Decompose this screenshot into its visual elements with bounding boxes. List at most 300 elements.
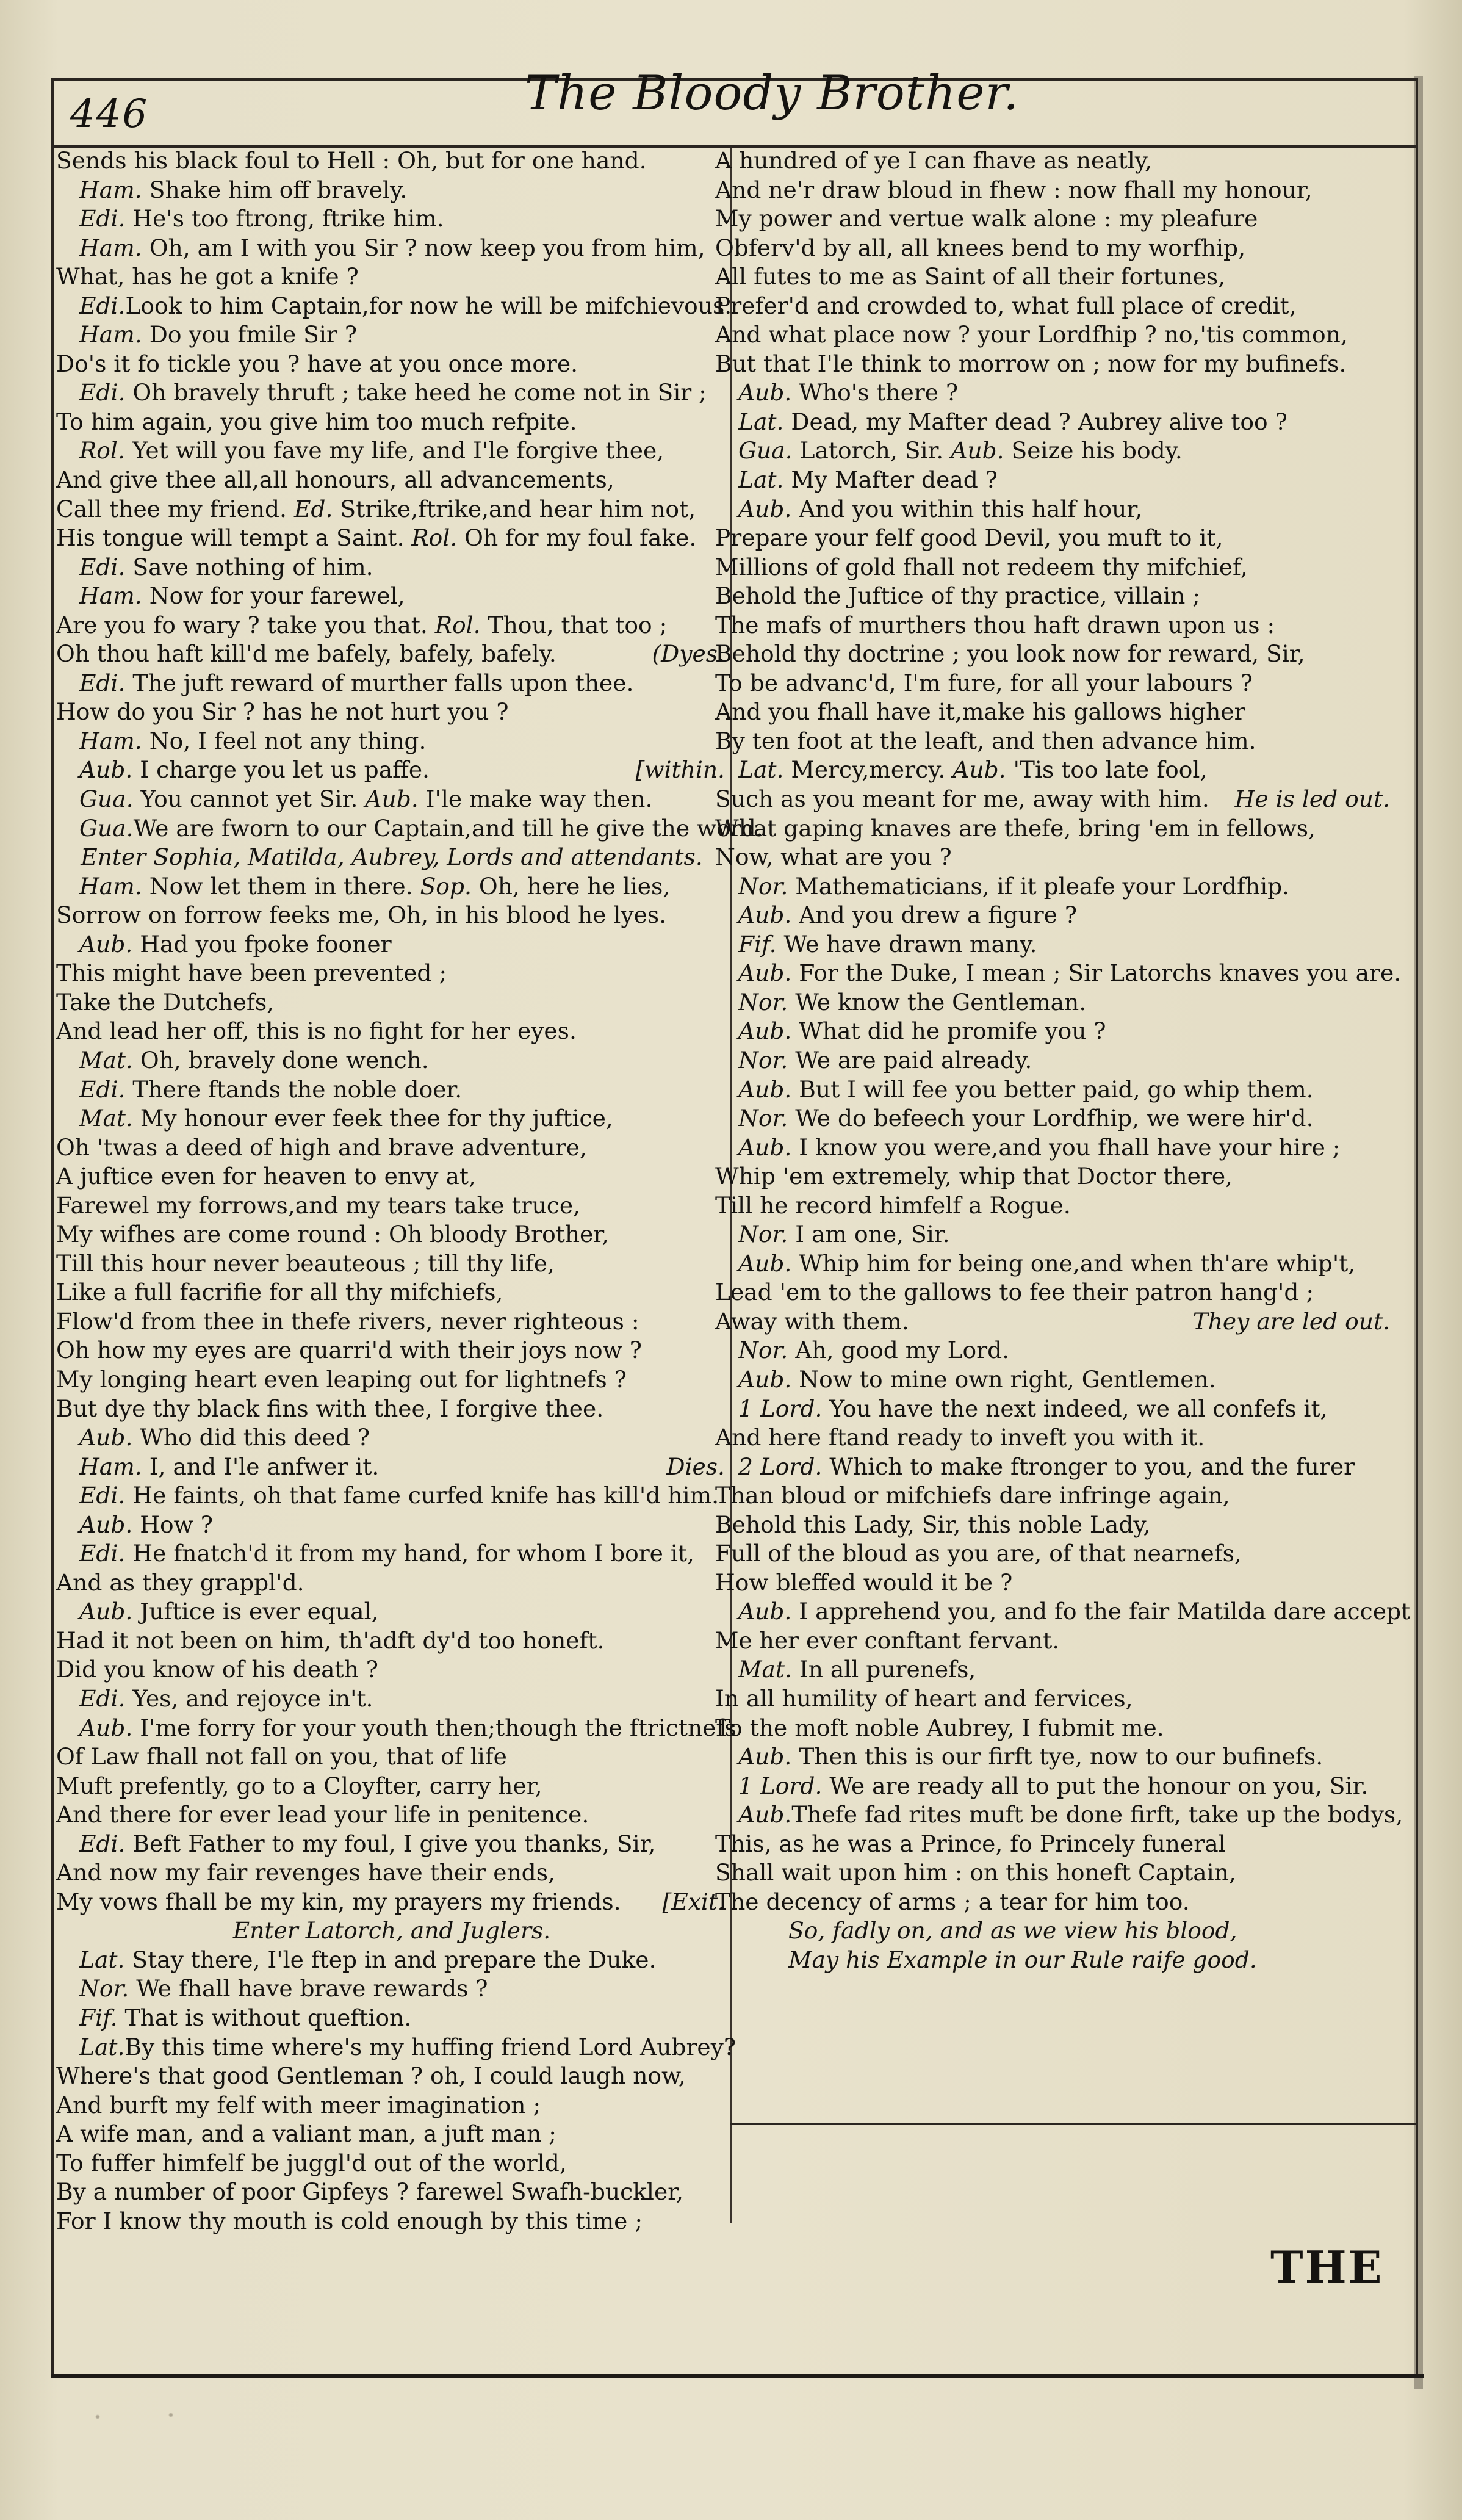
verse-line: [715, 843, 1392, 872]
verse-line: [56, 292, 732, 321]
stage-note: (Dyes.: [652, 640, 725, 668]
dialogue-text: But that I'le think to morrow on ; now for my bufinefs.: [715, 350, 1347, 377]
stage-direction-text: Enter Sophia, Matilda, Aubrey, Lords and attendants.: [81, 843, 703, 871]
verse-line: [56, 1162, 727, 1191]
speaker-prefix: Lat.: [738, 466, 784, 494]
verse-line: [56, 2149, 727, 2178]
dialogue-text: By a number of poor Gipfeys ? farewel Swafh-buckler,: [56, 2178, 683, 2206]
speaker-prefix: Aub.: [738, 1249, 792, 1277]
page-number: 446: [70, 92, 149, 137]
speaker-prefix: Nor.: [738, 1221, 788, 1248]
dialogue-text: Thou, that too ;: [480, 611, 668, 638]
speaker-prefix: Ham.: [79, 1453, 142, 1480]
dialogue-text: Stay there, I'le ftep in and prepare the Duke.: [124, 1946, 657, 1973]
dialogue-text: Did you know of his death ?: [56, 1656, 378, 1683]
dialogue-text: Look to him Captain,for now he will be mifchievous.: [125, 292, 732, 319]
speaker-prefix: 2 Lord.: [738, 1453, 823, 1480]
dialogue-text: For I know thy mouth is cold enough by this time ;: [56, 2207, 643, 2234]
dialogue-text: Oh bravely thruft ; take heed he come not in Sir ;: [125, 379, 707, 406]
speaker-prefix: Ham.: [79, 234, 142, 261]
speaker-prefix: Aub.: [79, 1598, 133, 1625]
dialogue-text: He's too ftrong, ftrike him.: [125, 205, 444, 233]
verse-line: [56, 1626, 727, 1656]
dialogue-text: To be advanc'd, I'm fure, for all your labours ?: [715, 669, 1253, 696]
verse-line: [56, 1772, 727, 1801]
dialogue-text: Behold thy doctrine ; you look now for reward, Sir,: [715, 640, 1305, 668]
dialogue-text: To fuffer himfelf be juggl'd out of the world,: [56, 2149, 567, 2176]
dialogue-text: My Mafter dead ?: [783, 466, 998, 494]
speaker-prefix: Fif.: [79, 2004, 118, 2031]
dialogue-text: Oh, here he lies,: [471, 872, 671, 900]
dialogue-text: In all humility of heart and fervices,: [715, 1684, 1133, 1712]
verse-line: [56, 814, 763, 843]
verse-line: [56, 378, 727, 408]
dialogue-text: And you fhall have it,make his gallows higher: [715, 698, 1245, 726]
verse-line: [715, 466, 1392, 495]
verse-line: [715, 1133, 1392, 1163]
dialogue-text: What gaping knaves are thefe, bring 'em in fellows,: [715, 814, 1316, 842]
verse-line: [715, 408, 1392, 437]
dialogue-text: You cannot yet Sir.: [133, 785, 366, 813]
speaker-prefix: Edi.: [79, 1830, 126, 1857]
verse-line: [56, 1423, 727, 1453]
dialogue-text: Whip 'em extremely, whip that Doctor there,: [715, 1163, 1233, 1190]
verse-line: [715, 582, 1392, 611]
speaker-prefix: Ham.: [79, 176, 142, 203]
dialogue-text: Do's it fo tickle you ? have at you once more.: [56, 350, 578, 377]
verse-line: [715, 1075, 1392, 1105]
dialogue-text: And you within this half hour,: [791, 495, 1143, 522]
verse-line: [715, 1278, 1392, 1307]
verse-line: [715, 1046, 1392, 1075]
dialogue-text: Such as you meant for me, away with him.: [715, 785, 1209, 813]
verse-line: [715, 1336, 1392, 1365]
verse-line: [56, 204, 727, 234]
dialogue-text: 'Tis too late fool,: [1006, 756, 1208, 784]
speaker-prefix: 1 Lord.: [738, 1772, 823, 1799]
dialogue-text: I know you were,and you fhall have your hire ;: [791, 1133, 1341, 1161]
dialogue-text: I'le make way then.: [418, 785, 653, 813]
dialogue-text: Then this is our firft tye, now to our bufinefs.: [791, 1743, 1323, 1771]
verse-line: [715, 1772, 1392, 1801]
verse-line: [56, 1365, 727, 1395]
dialogue-text: Do you fmile Sir ?: [142, 321, 357, 348]
speaker-prefix: Aub.: [738, 1801, 792, 1829]
dialogue-text: And give thee all,all honours, all advancements,: [56, 466, 614, 494]
verse-line: [715, 988, 1392, 1017]
dialogue-text: By ten foot at the leaft, and then advance him.: [715, 727, 1256, 754]
verse-line: [715, 669, 1392, 698]
dialogue-text: What did he promife you ?: [791, 1017, 1106, 1045]
dialogue-text: Now, what are you ?: [715, 843, 952, 871]
verse-line: [56, 320, 727, 350]
verse-line: [56, 1597, 727, 1626]
dialogue-text: Muft prefently, go to a Cloyfter, carry her,: [56, 1772, 542, 1799]
speaker-prefix: Aub.: [738, 1075, 792, 1103]
dialogue-text: Of Law fhall not fall on you, that of life: [56, 1743, 507, 1771]
verse-line: [715, 872, 1392, 901]
verse-line: [56, 350, 727, 379]
catchword: THE: [1270, 2241, 1384, 2293]
verse-line: [56, 408, 727, 437]
verse-line: [715, 1714, 1392, 1743]
verse-line: [715, 959, 1402, 988]
dialogue-text: Ah, good my Lord.: [788, 1337, 1010, 1364]
dialogue-text: What, has he got a knife ?: [56, 263, 359, 291]
dialogue-text: And burft my felf with meer imagination ;: [56, 2091, 541, 2118]
speaker-prefix: Rol.: [434, 611, 481, 638]
dialogue-text: I apprehend you, and fo the fair Matilda dare accept: [791, 1598, 1411, 1625]
speaker-prefix: Aub.: [738, 1133, 792, 1161]
stage-note: They are led out.: [1192, 1307, 1390, 1335]
dialogue-text: Sends his black foul to Hell : Oh, but for one hand.: [56, 147, 647, 174]
dialogue-text: Seize his body.: [1004, 437, 1183, 464]
verse-line: [56, 436, 727, 466]
verse-line: [56, 901, 727, 930]
dialogue-text: Oh thou haft kill'd me bafely, bafely, bafely.: [56, 640, 556, 668]
verse-line: [715, 1946, 1392, 1975]
dialogue-text: In all purenefs,: [791, 1656, 976, 1683]
verse-line: [715, 1858, 1392, 1888]
dialogue-text: Strike,ftrike,and hear him not,: [333, 495, 696, 522]
dialogue-text: I am one, Sir.: [788, 1221, 950, 1248]
speaker-prefix: Aub.: [738, 1017, 792, 1045]
verse-line: [56, 1453, 727, 1482]
dialogue-text: My honour ever feek thee for thy juftice,: [132, 1105, 613, 1132]
verse-line: [56, 1800, 727, 1830]
dialogue-text: Whip him for being one,and when th'are whip't,: [791, 1249, 1356, 1277]
dialogue-text: Had you fpoke fooner: [132, 930, 392, 958]
dialogue-text: Who's there ?: [791, 379, 959, 406]
speaker-prefix: Aub.: [79, 1424, 133, 1451]
dialogue-text: The decency of arms ; a tear for him too.: [715, 1888, 1190, 1915]
speaker-prefix: Lat.: [79, 1946, 125, 1973]
speaker-prefix: Ham.: [79, 582, 142, 610]
stage-direction: [56, 1916, 727, 1946]
dialogue-text: But dye thy black fins with thee, I forgive thee.: [56, 1395, 604, 1422]
verse-line: [715, 1742, 1392, 1772]
verse-line: [715, 1423, 1392, 1453]
speaker-prefix: Edi.: [79, 1540, 126, 1567]
dialogue-text: And there for ever lead your life in penitence.: [56, 1801, 589, 1829]
verse-line: [715, 1888, 1392, 1917]
speaker-prefix: Aub.: [738, 959, 792, 987]
speaker-prefix: Aub.: [738, 379, 792, 406]
speaker-prefix: Nor.: [738, 1105, 788, 1132]
verse-line: [56, 872, 727, 901]
stage-note: He is led out.: [1234, 785, 1390, 813]
dialogue-text: There ftands the noble doer.: [125, 1075, 463, 1103]
dialogue-text: How do you Sir ? has he not hurt you ?: [56, 698, 509, 726]
dialogue-text: Prepare your felf good Devil, you muft to it,: [715, 524, 1223, 552]
dialogue-text: Juftice is ever equal,: [132, 1598, 379, 1625]
speaker-prefix: Edi.: [79, 553, 126, 580]
dialogue-text: Latorch, Sir.: [792, 437, 951, 464]
verse-line: [715, 1365, 1392, 1395]
speaker-prefix: Rol.: [79, 437, 125, 464]
dialogue-text: Save nothing of him.: [125, 553, 373, 580]
speaker-prefix: Lat.: [738, 756, 784, 784]
dialogue-text: Till he record himfelf a Rogue.: [715, 1191, 1071, 1219]
speaker-prefix: Ham.: [79, 321, 142, 348]
running-title: The Bloody Brother.: [525, 66, 1020, 121]
dialogue-text: All futes to me as Saint of all their fortunes,: [715, 263, 1226, 291]
speaker-prefix: Edi.: [79, 205, 126, 233]
dialogue-text: How ?: [132, 1511, 213, 1538]
dialogue-text: Shake him off bravely.: [142, 176, 408, 203]
border-shadow: [1414, 76, 1423, 2389]
stage-direction-text: Enter Latorch, and Juglers.: [232, 1917, 551, 1944]
ink-smudge: [61, 2408, 244, 2426]
verse-line: [56, 2062, 727, 2091]
verse-line: [715, 350, 1392, 379]
verse-line: [56, 1946, 727, 1975]
dialogue-text: We fhall have brave rewards ?: [129, 1975, 488, 2002]
speaker-prefix: Aub.: [79, 756, 133, 784]
speaker-prefix: Nor.: [79, 1975, 129, 2002]
verse-line: [715, 1104, 1392, 1133]
verse-line: [56, 1133, 727, 1163]
speaker-prefix: Aub.: [79, 930, 133, 958]
verse-line: [56, 1511, 727, 1540]
dialogue-text: Beft Father to my foul, I give you thanks, Sir,: [125, 1830, 656, 1857]
speaker-prefix: Edi.: [79, 292, 126, 319]
speaker-prefix: Ham.: [79, 872, 142, 900]
dialogue-text: Who did this deed ?: [132, 1424, 370, 1451]
verse-line: [715, 814, 1392, 843]
verse-line: [715, 930, 1392, 959]
dialogue-text: Oh how my eyes are quarri'd with their joys now ?: [56, 1337, 642, 1364]
dialogue-text: And lead her off, this is no fight for her eyes.: [56, 1017, 577, 1045]
dialogue-text: Behold the Juftice of thy practice, villain ;: [715, 582, 1200, 610]
dialogue-text: Are you fo wary ? take you that.: [56, 611, 435, 638]
verse-line: [56, 1307, 727, 1337]
dialogue-text: I, and I'le anfwer it.: [142, 1453, 380, 1480]
verse-line: [56, 1569, 727, 1598]
speaker-prefix: Edi.: [79, 1075, 126, 1103]
closing-couplet: So, fadly on, and as we view his blood,: [788, 1917, 1237, 1944]
end-rule: [730, 2123, 1418, 2125]
dialogue-text: And what place now ? your Lordfhip ? no,'tis common,: [715, 321, 1348, 348]
dialogue-text: Full of the bloud as you are, of that nearnefs,: [715, 1540, 1242, 1567]
verse-line: [56, 2178, 727, 2207]
verse-line: [56, 582, 727, 611]
verse-line: [56, 698, 727, 727]
speaker-prefix: Aub.: [738, 1743, 792, 1771]
verse-line: [56, 1714, 736, 1743]
right-column: [715, 146, 1411, 1974]
verse-line: [715, 1655, 1392, 1684]
dialogue-text: I charge you let us paffe.: [132, 756, 430, 784]
dialogue-text: How bleffed would it be ?: [715, 1569, 1013, 1596]
verse-line: [715, 1220, 1392, 1249]
verse-line: [715, 1569, 1392, 1598]
verse-line: [715, 1830, 1392, 1859]
dialogue-text: We have drawn many.: [776, 930, 1037, 958]
verse-line: [56, 1336, 727, 1365]
dialogue-text: For the Duke, I mean ; Sir Latorchs knaves you are.: [791, 959, 1402, 987]
verse-line: [56, 1655, 727, 1684]
speaker-prefix: Sop.: [420, 872, 472, 900]
dialogue-text: Flow'd from thee in thefe rivers, never righteous :: [56, 1307, 639, 1335]
verse-line: [56, 2091, 727, 2120]
verse-line: [715, 495, 1392, 524]
verse-line: [56, 988, 727, 1017]
dialogue-text: That is without queftion.: [117, 2004, 412, 2031]
verse-line: [56, 2120, 727, 2149]
speaker-prefix: Aub.: [738, 901, 792, 929]
dialogue-text: My vows fhall be my kin, my prayers my friends.: [56, 1888, 621, 1915]
dialogue-text: Shall wait upon him : on this honeft Captain,: [715, 1859, 1236, 1886]
bottom-rule: [51, 2374, 1424, 2378]
speaker-prefix: Aub.: [79, 1511, 133, 1538]
dialogue-text: And as they grappl'd.: [56, 1569, 304, 1596]
verse-line: [56, 1075, 727, 1105]
dialogue-text: We do befeech your Lordfhip, we were hir'd.: [788, 1105, 1314, 1132]
verse-line: [56, 1742, 727, 1772]
verse-line: [715, 1684, 1392, 1714]
speaker-prefix: Nor.: [738, 1046, 788, 1074]
dialogue-text: We know the Gentleman.: [788, 988, 1087, 1016]
verse-line: [56, 146, 727, 176]
dialogue-text: Away with them.: [715, 1307, 909, 1335]
dialogue-text: Now to mine own right, Gentlemen.: [791, 1365, 1216, 1393]
speaker-prefix: Aub.: [365, 785, 419, 813]
speaker-prefix: Gua.: [79, 814, 134, 842]
dialogue-text: Lead 'em to the gallows to fee their patron hang'd ;: [715, 1279, 1314, 1306]
speaker-prefix: Aub.: [738, 1365, 792, 1393]
stage-note: [Exit.: [662, 1888, 725, 1915]
speaker-prefix: Edi.: [79, 669, 126, 696]
verse-line: [56, 756, 727, 785]
verse-line: [715, 204, 1392, 234]
dialogue-text: A hundred of ye I can fhave as neatly,: [715, 147, 1152, 174]
dialogue-text: My wifhes are come round : Oh bloody Brother,: [56, 1221, 610, 1248]
dialogue-text: Now let them in there.: [142, 872, 420, 900]
verse-line: [56, 1046, 727, 1075]
dialogue-text: Me her ever conftant fervant.: [715, 1626, 1060, 1654]
verse-line: [56, 466, 727, 495]
dialogue-text: And here ftand ready to inveft you with it.: [715, 1424, 1205, 1451]
verse-line: [715, 1162, 1392, 1191]
dialogue-text: This, as he was a Prince, fo Princely funeral: [715, 1830, 1226, 1857]
dialogue-text: Sorrow on forrow feeks me, Oh, in his blood he lyes.: [56, 901, 667, 929]
verse-line: [56, 959, 727, 988]
verse-line: [56, 785, 727, 814]
verse-line: [56, 930, 727, 959]
dialogue-text: A wife man, and a valiant man, a juft man ;: [56, 2120, 556, 2148]
dialogue-text: Than bloud or mifchiefs dare infringe again,: [715, 1482, 1230, 1509]
verse-line: [715, 1481, 1392, 1511]
verse-line: [56, 1858, 727, 1888]
dialogue-text: But I will fee you better paid, go whip them.: [791, 1075, 1314, 1103]
verse-line: [715, 727, 1392, 756]
verse-line: [56, 1395, 727, 1424]
verse-line: [56, 524, 727, 553]
dialogue-text: Mercy,mercy.: [783, 756, 953, 784]
dialogue-text: Millions of gold fhall not redeem thy mifchief,: [715, 553, 1248, 580]
stage-direction: [56, 843, 727, 872]
speaker-prefix: Nor.: [738, 1337, 788, 1364]
verse-line: [715, 1395, 1392, 1424]
verse-line: [56, 495, 727, 524]
speaker-prefix: Aub.: [738, 495, 792, 522]
dialogue-text: Now for your farewel,: [142, 582, 405, 610]
verse-line: [56, 1684, 727, 1714]
verse-line: [715, 1307, 1392, 1337]
speaker-prefix: Edi.: [79, 1684, 126, 1712]
verse-line: [56, 262, 727, 292]
dialogue-text: He fnatch'd it from my hand, for whom I bore it,: [125, 1540, 694, 1567]
dialogue-text: And you drew a figure ?: [791, 901, 1077, 929]
dialogue-text: A juftice even for heaven to envy at,: [56, 1163, 476, 1190]
speaker-prefix: Gua.: [79, 785, 134, 813]
verse-line: [56, 1481, 727, 1511]
verse-line: [715, 901, 1392, 930]
verse-line: [56, 1974, 727, 2004]
speaker-prefix: Mat.: [738, 1656, 792, 1683]
verse-line: [715, 640, 1392, 669]
dialogue-text: Where's that good Gentleman ? oh, I could laugh now,: [56, 2062, 686, 2090]
dialogue-text: Call thee my friend.: [56, 495, 294, 522]
speaker-prefix: Nor.: [738, 872, 788, 900]
verse-line: [715, 234, 1392, 263]
verse-line: [56, 1278, 727, 1307]
speaker-prefix: Mat.: [79, 1046, 133, 1074]
speaker-prefix: Edi.: [79, 379, 126, 406]
verse-line: [56, 1249, 727, 1279]
verse-line: [715, 320, 1392, 350]
dialogue-text: Yes, and rejoyce in't.: [125, 1684, 373, 1712]
verse-line: [56, 1539, 727, 1569]
dialogue-text: Oh, bravely done wench.: [132, 1046, 429, 1074]
speaker-prefix: Aub.: [79, 1714, 133, 1741]
speaker-prefix: Fif.: [738, 930, 777, 958]
verse-line: [715, 146, 1392, 176]
verse-line: [715, 1626, 1392, 1656]
dialogue-text: Till this hour never beauteous ; till thy life,: [56, 1249, 555, 1277]
dialogue-text: No, I feel not any thing.: [142, 727, 427, 754]
verse-line: [715, 262, 1392, 292]
verse-line: [715, 756, 1392, 785]
dialogue-text: Behold this Lady, Sir, this noble Lady,: [715, 1511, 1151, 1538]
verse-line: [715, 611, 1392, 640]
verse-line: [715, 436, 1392, 466]
dialogue-text: Oh 'twas a deed of high and brave adventure,: [56, 1133, 587, 1161]
verse-line: [56, 640, 727, 669]
dialogue-text: Which to make ftronger to you, and the furer: [822, 1453, 1355, 1480]
dialogue-text: Yet will you fave my life, and I'le forgive thee,: [124, 437, 664, 464]
speaker-prefix: 1 Lord.: [738, 1395, 823, 1422]
stage-note: Dies.: [666, 1453, 725, 1480]
speaker-prefix: Ham.: [79, 727, 142, 754]
left-column: [56, 146, 763, 2236]
dialogue-text: And ne'r draw bloud in fhew : now fhall my honour,: [715, 176, 1313, 203]
verse-line: [56, 727, 727, 756]
verse-line: [56, 2004, 727, 2033]
verse-line: [715, 378, 1392, 408]
dialogue-text: This might have been prevented ;: [56, 959, 447, 987]
speaker-prefix: Aub.: [738, 1598, 792, 1625]
verse-line: [56, 2033, 736, 2062]
dialogue-text: By this time where's my huffing friend Lord Aubrey?: [124, 2033, 736, 2060]
dialogue-text: To him again, you give him too much refpite.: [56, 408, 577, 435]
verse-line: [56, 611, 727, 640]
verse-line: [56, 1830, 727, 1859]
verse-line: [715, 785, 1392, 814]
verse-line: [715, 292, 1392, 321]
speaker-prefix: Lat.: [79, 2033, 125, 2060]
